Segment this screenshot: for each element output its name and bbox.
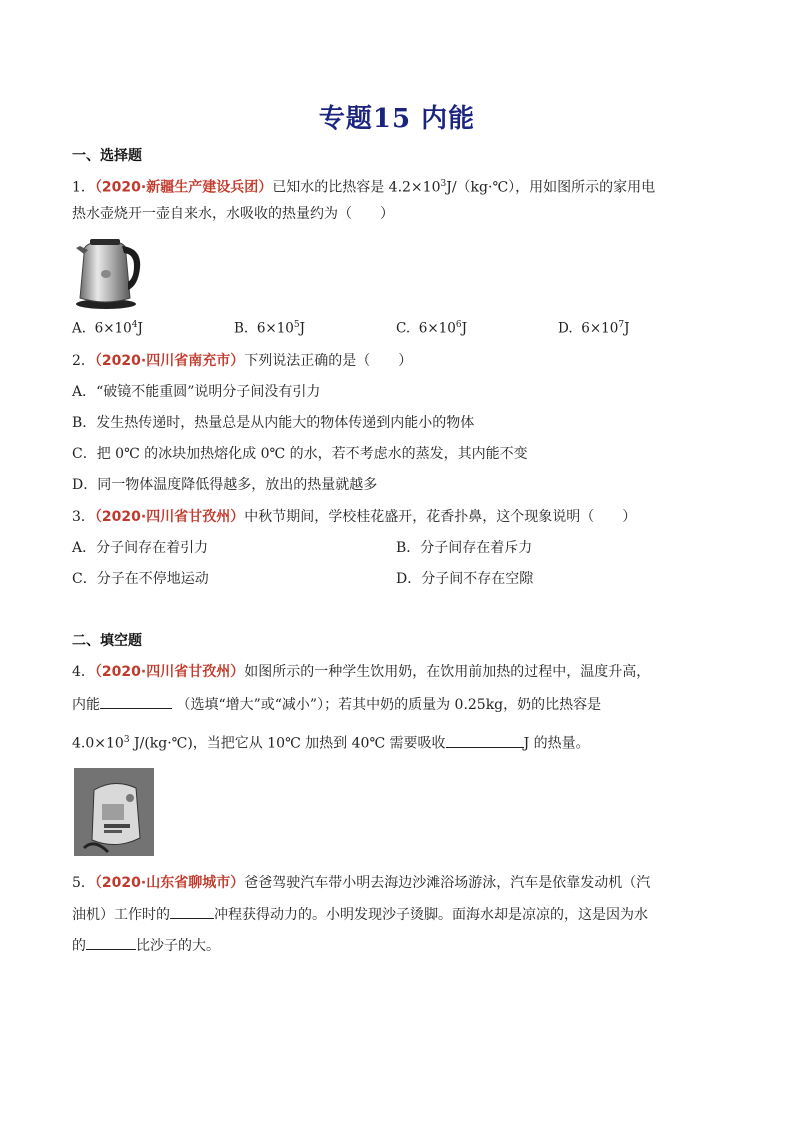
question-3-option-a[interactable]: A．分子间存在着引力	[72, 540, 209, 556]
question-text: 中秋节期间，学校桂花盛开，花香扑鼻，这个现象说明（ ）	[244, 509, 637, 525]
question-text: 如图所示的一种学生饮用奶，在饮用前加热的过程中，温度升高，	[244, 664, 651, 680]
option-letter: A.	[72, 320, 87, 337]
question-3-stem	[72, 507, 636, 527]
question-number: 4．	[72, 664, 95, 680]
question-3-option-b[interactable]: B．分子间存在着斥力	[396, 540, 533, 556]
option-unit: J	[299, 320, 306, 337]
question-text: 内能	[72, 697, 100, 713]
option-unit: J	[137, 320, 143, 337]
answer-blank-4[interactable]	[86, 935, 136, 950]
option-value: 6×10	[418, 320, 456, 337]
electric-kettle-icon	[72, 234, 144, 310]
question-text: 4.0×10	[72, 735, 124, 752]
question-2-option-d[interactable]: D．同一物体温度降低得越多，放出的热量就越多	[72, 477, 378, 493]
question-5-line-1	[72, 873, 650, 893]
section-heading-fill: 二、填空题	[72, 633, 142, 649]
question-1-line-1	[72, 174, 655, 198]
question-text: 冲程获得动力的。小明发现沙子烫脚。面海水却是凉凉的，这是因为水	[214, 907, 648, 923]
question-number: 1．	[72, 179, 95, 196]
exponent: 3	[123, 735, 130, 745]
option-unit: J	[461, 320, 467, 337]
question-2-option-a[interactable]: A．“破镜不能重圆”说明分子间没有引力	[72, 384, 321, 400]
question-4-line-3	[72, 730, 590, 754]
option-unit: J	[624, 320, 630, 337]
exponent: 3	[440, 179, 447, 189]
question-text: （选填“增大”或“减小”）；若其中奶的质量为 0.25kg，奶的比热容是	[176, 697, 602, 713]
question-4-line-1	[72, 662, 650, 682]
question-text: 的	[72, 938, 86, 954]
question-4-line-2	[72, 694, 601, 715]
exponent: 5	[293, 320, 300, 330]
question-text: 爸爸驾驶汽车带小明去海边沙滩浴场游泳，汽车是依靠发动机（汽	[244, 875, 651, 891]
question-5-line-2	[72, 904, 648, 925]
milk-bag-icon	[74, 768, 154, 856]
option-value: 6×10	[256, 320, 294, 337]
question-3-option-c[interactable]: C．分子在不停地运动	[72, 571, 209, 587]
exponent: 7	[618, 320, 625, 330]
question-5-line-3	[72, 935, 220, 956]
question-1-line-2: 热水壶烧开一壶自来水，水吸收的热量约为（ ）	[72, 206, 394, 222]
answer-blank-1[interactable]	[100, 694, 172, 709]
question-text: 下列说法正确的是（ ）	[244, 353, 413, 369]
exponent: 6	[455, 320, 462, 330]
question-2-stem	[72, 351, 412, 371]
page-title: 专题15 内能	[318, 104, 476, 134]
milk-bag-image	[74, 768, 154, 856]
question-2-option-c[interactable]: C．把 0℃ 的冰块加热熔化成 0℃ 的水，若不考虑水的蒸发，其内能不变	[72, 446, 528, 462]
question-number: 2．	[72, 353, 95, 369]
question-text: 油机）工作时的	[72, 907, 170, 923]
option-value: 6×10	[581, 320, 619, 337]
question-1-option-d[interactable]	[558, 320, 629, 337]
question-text: J/(kg·℃)，当把它从 10℃ 加热到 40℃ 需要吸收	[129, 735, 446, 752]
question-source: （2020·新疆生产建设兵团）	[94, 179, 273, 196]
question-1-option-a[interactable]	[72, 320, 143, 337]
option-letter: D.	[558, 320, 573, 337]
question-number: 5．	[72, 875, 95, 891]
question-3-option-d[interactable]: D．分子间不存在空隙	[396, 571, 534, 587]
question-2-option-b[interactable]: B．发生热传递时，热量总是从内能大的物体传递到内能小的物体	[72, 415, 475, 431]
question-source: （2020·四川省甘孜州）	[94, 664, 245, 680]
question-text: J/（kg·℃），用如图所示的家用电	[446, 179, 656, 196]
section-heading-choice: 一、选择题	[72, 148, 142, 164]
question-text: J 的热量。	[523, 735, 590, 752]
question-number: 3．	[72, 509, 95, 525]
option-letter: C.	[396, 320, 411, 337]
question-source: （2020·山东省聊城市）	[94, 875, 245, 891]
question-source: （2020·四川省南充市）	[94, 353, 245, 369]
option-value: 6×10	[94, 320, 132, 337]
question-text: 已知水的比热容是 4.2×10	[272, 179, 441, 196]
option-letter: B.	[234, 320, 249, 337]
answer-blank-3[interactable]	[170, 904, 214, 919]
question-1-option-c[interactable]	[396, 320, 467, 337]
kettle-image	[72, 234, 144, 310]
answer-blank-2[interactable]	[446, 733, 524, 748]
question-source: （2020·四川省甘孜州）	[94, 509, 245, 525]
exponent: 4	[131, 320, 138, 330]
question-text: 比沙子的大。	[136, 938, 220, 954]
question-1-option-b[interactable]	[234, 320, 305, 337]
